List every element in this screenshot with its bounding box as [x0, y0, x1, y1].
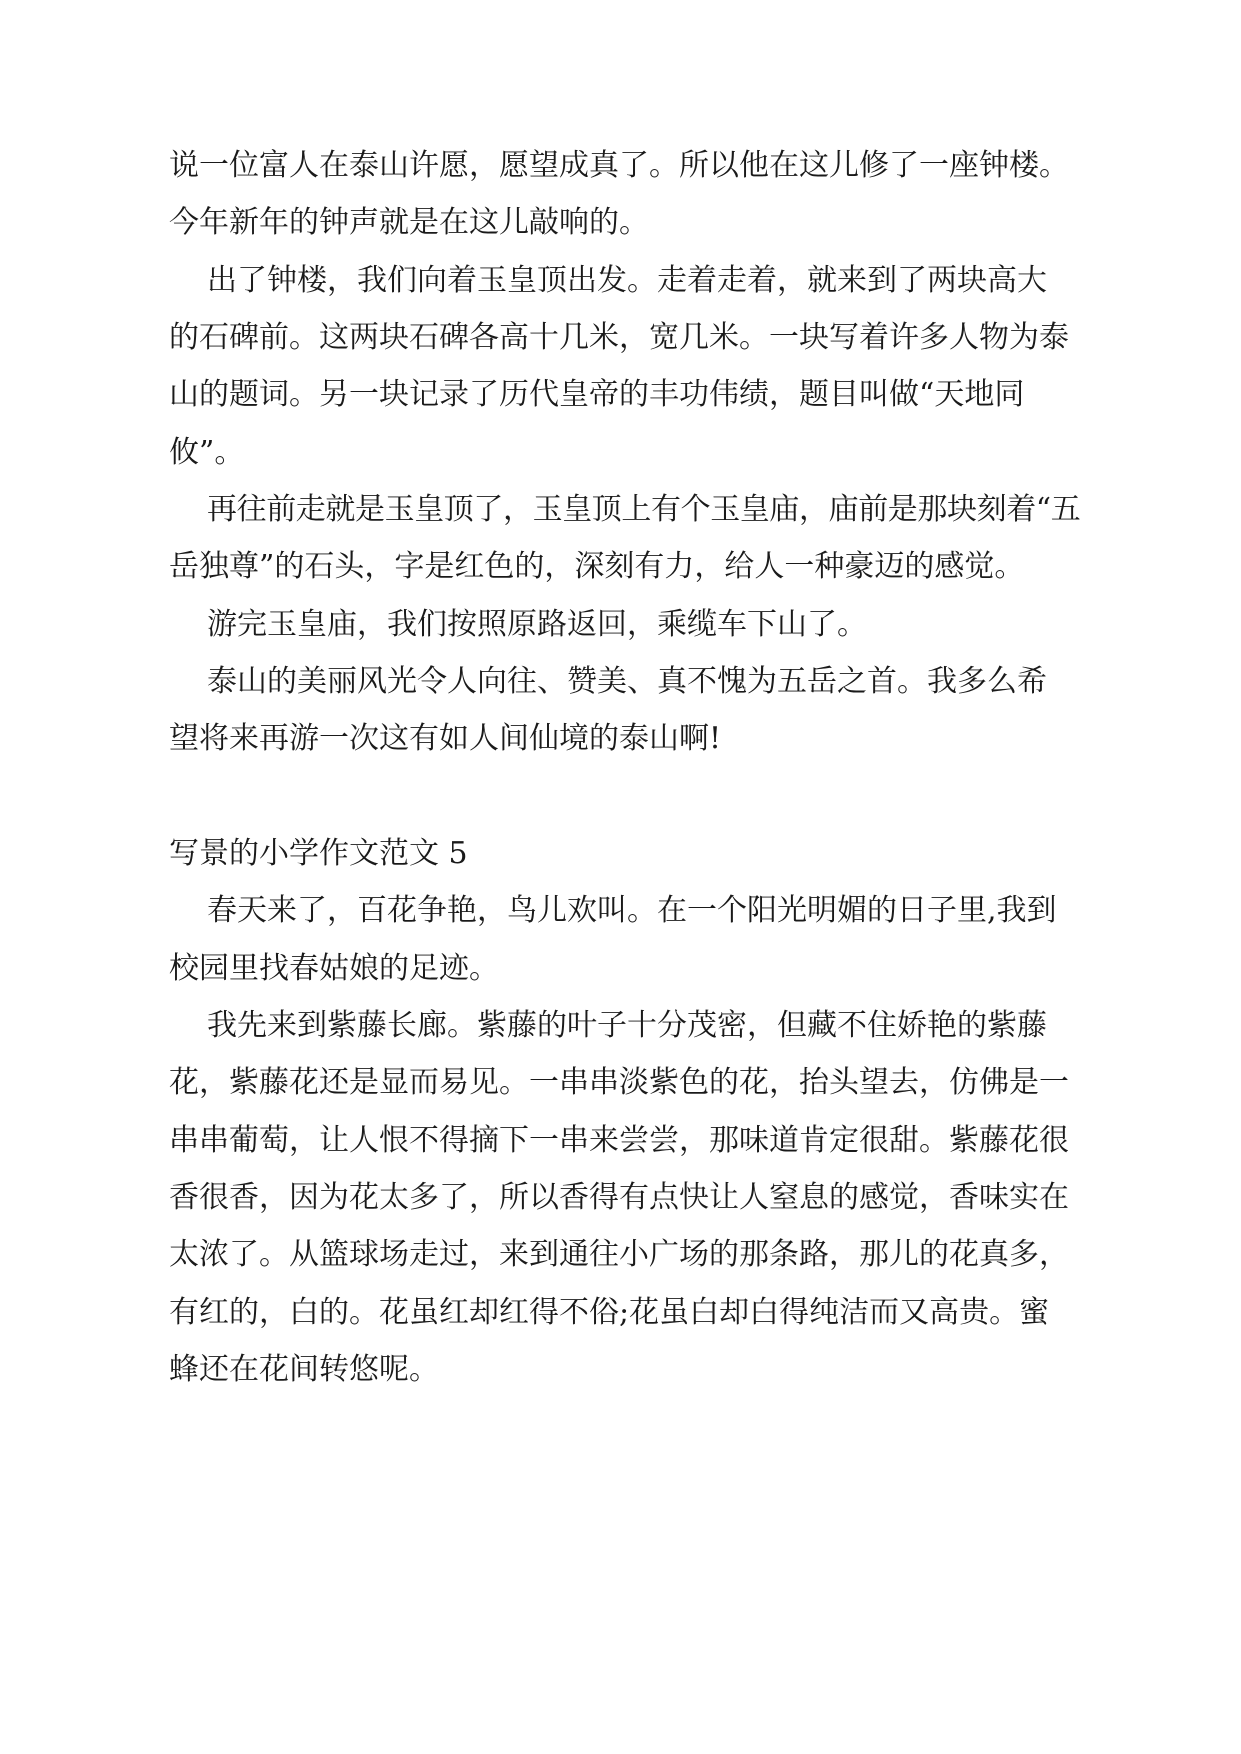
text-line: 望将来再游一次这有如人间仙境的泰山啊! [169, 721, 722, 756]
text-line: 我先来到紫藤长廊。紫藤的叶子十分茂密，但藏不住娇艳的紫藤 [207, 1008, 1047, 1043]
text-line: 花，紫藤花还是显而易见。一串串淡紫色的花，抬头望去，仿佛是一 [169, 1065, 1069, 1100]
text-line: 攸”。 [169, 435, 245, 470]
text-line: 校园里找春姑娘的足迹。 [169, 951, 499, 986]
text-line: 春天来了，百花争艳，鸟儿欢叫。在一个阳光明媚的日子里,我到 [207, 893, 1057, 928]
text-line: 太浓了。从篮球场走过，来到通往小广场的那条路，那儿的花真多， [169, 1237, 1069, 1272]
text-line: 蜂还在花间转悠呢。 [169, 1352, 439, 1387]
text-line: 出了钟楼，我们向着玉皇顶出发。走着走着，就来到了两块高大 [207, 263, 1047, 298]
text-line: 香很香，因为花太多了，所以香得有点快让人窒息的感觉，香味实在 [169, 1180, 1069, 1215]
text-line: 说一位富人在泰山许愿，愿望成真了。所以他在这儿修了一座钟楼。 [169, 148, 1069, 183]
text-line: 有红的，白的。花虽红却红得不俗;花虽白却白得纯洁而又高贵。蜜 [169, 1295, 1050, 1330]
text-line: 的石碑前。这两块石碑各高十几米，宽几米。一块写着许多人物为泰 [169, 320, 1069, 355]
text-line: 岳独尊”的石头，字是红色的，深刻有力，给人一种豪迈的感觉。 [169, 549, 1025, 584]
text-line: 游完玉皇庙，我们按照原路返回，乘缆车下山了。 [207, 607, 867, 642]
text-line: 泰山的美丽风光令人向往、赞美、真不愧为五岳之首。我多么希 [207, 664, 1047, 699]
text-line: 山的题词。另一块记录了历代皇帝的丰功伟绩，题目叫做“天地同 [169, 377, 1025, 412]
text-line: 再往前走就是玉皇顶了，玉皇顶上有个玉皇庙，庙前是那块刻着“五 [207, 492, 1081, 527]
text-line: 今年新年的钟声就是在这儿敲响的。 [169, 205, 649, 240]
text-line: 串串葡萄，让人恨不得摘下一串来尝尝，那味道肯定很甜。紫藤花很 [169, 1123, 1069, 1158]
section-heading: 写景的小学作文范文 5 [169, 836, 468, 871]
